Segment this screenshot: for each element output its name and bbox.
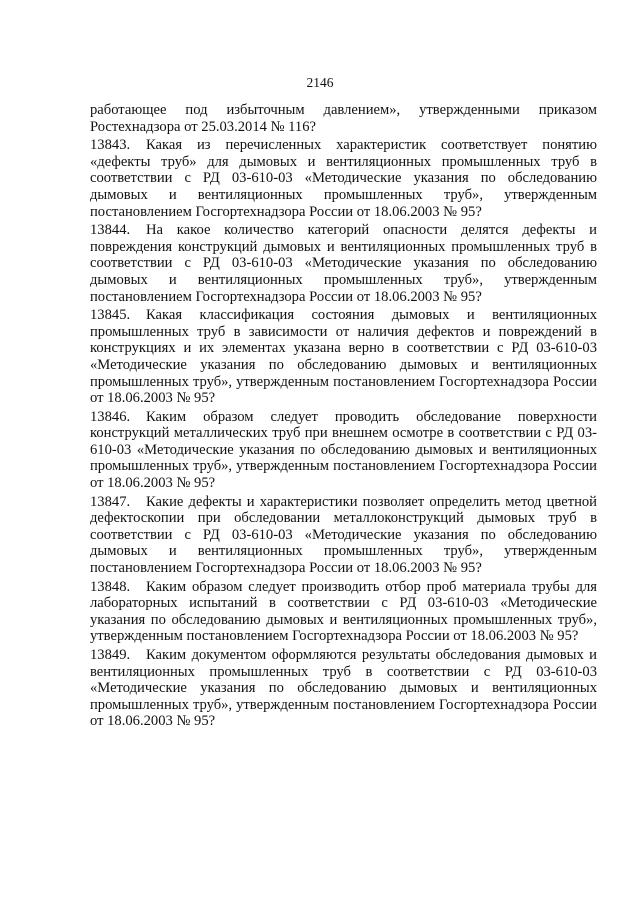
- document-body: [90, 102, 597, 732]
- question-number: 13845.: [90, 307, 131, 324]
- question-13847: [90, 494, 597, 577]
- question-text: Какие дефекты и характеристики позволяет определить метод цветной дефектоскопии при обследовании металлоконструкций дымовых труб в соответствии с РД 03-610-03 «Методические указания по обследованию дымовых и вентиляционных промышленных труб», утвержденным постановлением Госгортехнадзора России от 18.06.2003 № 95?: [90, 493, 597, 577]
- question-number: 13847.: [90, 493, 131, 510]
- question-text: Каким образом следует проводить обследование поверхности конструкций металлических труб при внешнем осмотре в соответствии с РД 03-610-03 «Методические указания по обследованию дымовых и вентиляционных промышленных труб», утвержденным постановлением Госгортехнадзора России от 18.06.2003 № 95?: [90, 408, 597, 492]
- question-text: На какое количество категорий опасности делятся дефекты и повреждения конструкций дымовых и вентиляционных промышленных труб в соответствии с РД 03-610-03 «Методические указания по обследованию дымовых и вентиляционных промышленных труб», утвержденным постановлением Госгортехнадзора России от 18.06.2003 № 95?: [90, 222, 597, 305]
- question-13846: [90, 409, 597, 492]
- question-number: 13849.: [90, 647, 131, 663]
- question-13843: [90, 137, 597, 220]
- page-number: 2146: [306, 75, 334, 90]
- question-13848: [90, 579, 597, 645]
- question-13845: [90, 307, 597, 407]
- question-number: 13844.: [90, 222, 131, 239]
- question-number: 13846.: [90, 408, 131, 425]
- question-13849: [90, 647, 597, 730]
- question-text: Каким образом следует производить отбор проб материала трубы для лабораторных испытаний в соответствии с РД 03-610-03 «Методические указания по обследованию дымовых и вентиляционных промышленных труб», утвержденным постановлением Госгортехнадзора России от 18.06.2003 № 95?: [90, 578, 597, 645]
- question-text: Какая из перечисленных характеристик соответствует понятию «дефекты труб» для дымовых и вентиляционных промышленных труб в соответствии с РД 03-610-03 «Методические указания по обследованию дымовых и вентиляционных промышленных труб», утвержденным постановлением Госгортехнадзора России от 18.06.2003 № 95?: [90, 137, 597, 220]
- question-text: Каким документом оформляются результаты обследования дымовых и вентиляционных промышленных труб в соответствии с РД 03-610-03 «Методические указания по обследованию дымовых и вентиляционных промышленных труб», утвержденным постановлением Госгортехнадзора России от 18.06.2003 № 95?: [90, 647, 597, 730]
- question-text: Какая классификация состояния дымовых и вентиляционных промышленных труб в зависимости от наличия дефектов и повреждений в конструкциях и их элементах указана верно в соответствии с РД 03-610-03 «Методические указания по обследованию дымовых и вентиляционных промышленных труб», утвержденным постановлением Госгортехнадзора России от 18.06.2003 № 95?: [90, 307, 597, 407]
- question-number: 13843.: [90, 137, 131, 154]
- question-13844: [90, 222, 597, 305]
- intro-paragraph: работающее под избыточным давлением», утвержденными приказом Ростехнадзора от 25.03.2014 № 116?: [90, 102, 597, 135]
- question-number: 13848.: [90, 578, 131, 595]
